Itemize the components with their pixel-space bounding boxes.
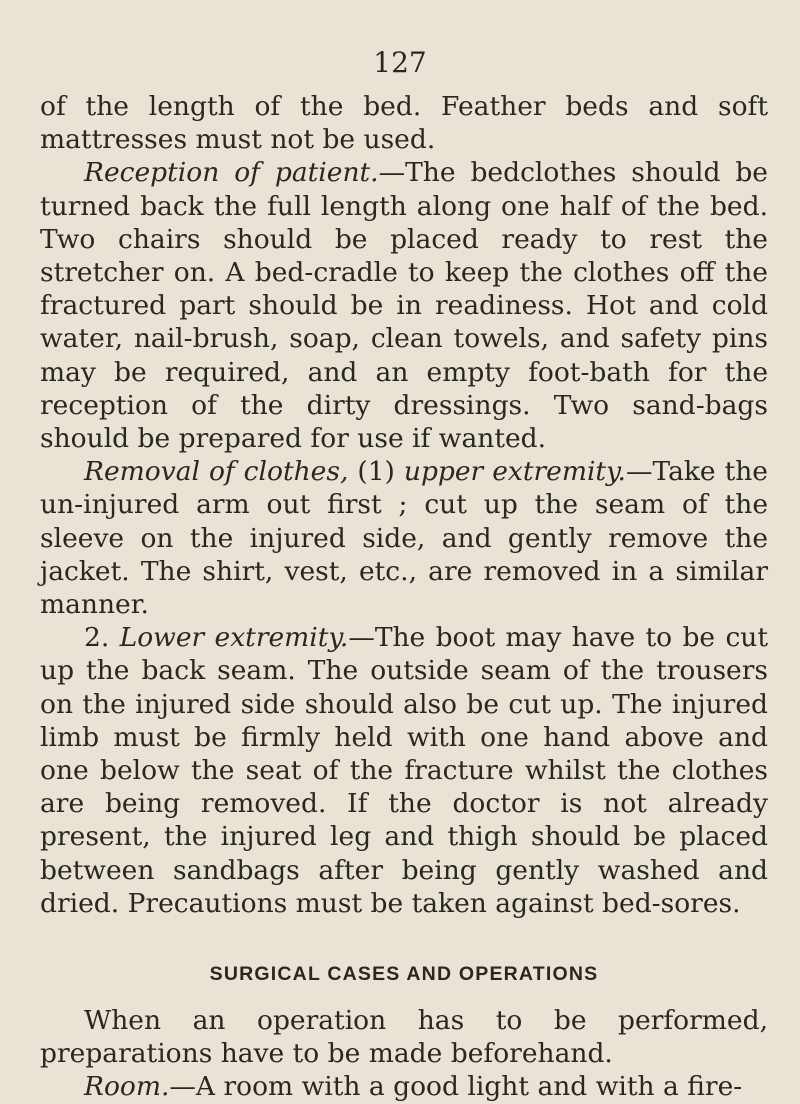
item-number: 2. <box>84 622 120 654</box>
page-number: 127 <box>373 46 427 79</box>
item-number: (1) <box>348 456 404 488</box>
paragraph-removal-of-clothes <box>40 455 768 621</box>
run-in-heading: Reception of patient. <box>84 157 379 189</box>
run-in-heading: Room. <box>84 1071 170 1103</box>
page-body <box>40 90 768 1104</box>
paragraph-text: —The boot may have to be cut up the back seam. The outside seam of the trousers on the injured side should also be cut up. The injured limb must be firmly held with one hand above and one below the seat of the fracture whilst the clothes are being removed. If the doctor is not already present, the injured leg and thigh should be placed between sandbags after being gently washed and dried. Precautions must be taken against bed-sores. <box>40 622 768 919</box>
paragraph-text: —Take the un-injured arm out first ; cut up the seam of the sleeve on the injured side, and gently remove the jacket. The shirt, vest, etc., are removed in a similar manner. <box>40 456 768 621</box>
paragraph-lower-extremity <box>40 621 768 920</box>
paragraph-reception-of-patient <box>40 156 768 455</box>
paragraph-text: —A room with a good light and with a fire- <box>169 1071 743 1103</box>
run-in-subheading: upper extremity. <box>403 456 626 488</box>
paragraph-operation-preparations: When an operation has to be performed, preparations have to be made beforehand. <box>40 1005 768 1070</box>
run-in-heading: Lower extremity. <box>119 622 349 654</box>
paragraph-continued: of the length of the bed. Feather beds and soft mattresses must not be used. <box>40 91 768 156</box>
section-heading: SURGICAL CASES AND OPERATIONS <box>209 963 599 986</box>
paragraph-room <box>40 1070 768 1103</box>
run-in-heading: Removal of clothes, <box>84 456 349 488</box>
paragraph-text: —The bedclothes should be turned back the full length along one half of the bed. Two chairs should be placed ready to rest the stretcher on. A bed-cradle to keep the clothes off the fractured part should be in readiness. Hot and cold water, nail-brush, soap, clean towels, and safety pins may be required, and an empty foot-bath for the reception of the dirty dressings. Two sand-bags should be prepared for use if wanted. <box>40 157 768 455</box>
